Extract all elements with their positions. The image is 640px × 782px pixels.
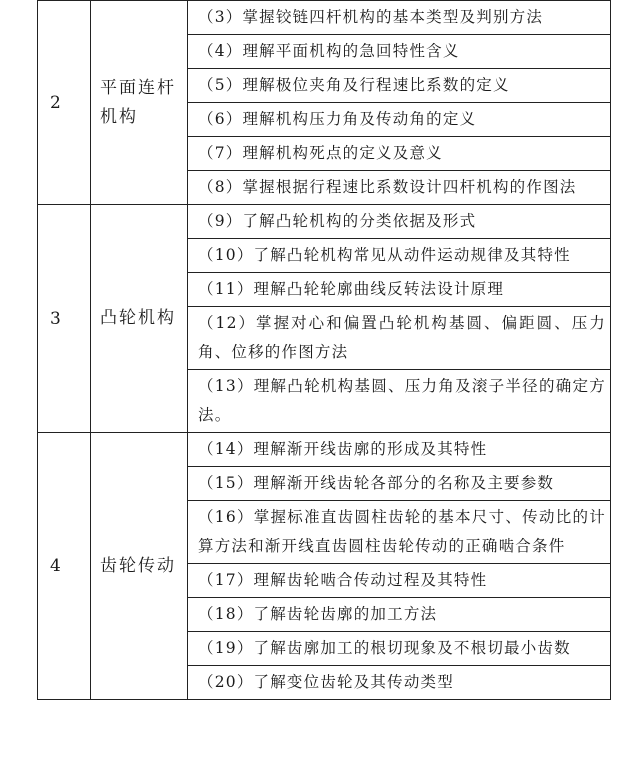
- table-row: [38, 433, 611, 467]
- syllabus-table: [37, 0, 611, 700]
- syllabus-item: （3）掌握铰链四杆机构的基本类型及判别方法: [188, 1, 611, 35]
- syllabus-item: （5）理解极位夹角及行程速比系数的定义: [188, 69, 611, 103]
- table-row: [38, 205, 611, 239]
- syllabus-item: （8）掌握根据行程速比系数设计四杆机构的作图法: [188, 171, 611, 205]
- syllabus-item: （17）理解齿轮啮合传动过程及其特性: [188, 564, 611, 598]
- syllabus-item: （4）理解平面机构的急回特性含义: [188, 35, 611, 69]
- syllabus-item: （15）理解渐开线齿轮各部分的名称及主要参数: [188, 467, 611, 501]
- syllabus-item: （6）理解机构压力角及传动角的定义: [188, 103, 611, 137]
- syllabus-item: （19）了解齿廓加工的根切现象及不根切最小齿数: [188, 632, 611, 666]
- syllabus-item: （10）了解凸轮机构常见从动件运动规律及其特性: [188, 239, 611, 273]
- section-number: 4: [38, 433, 91, 700]
- syllabus-item: （13）理解凸轮机构基圆、压力角及滚子半径的确定方法。: [188, 370, 611, 433]
- syllabus-item: （14）理解渐开线齿廓的形成及其特性: [188, 433, 611, 467]
- section-topic: 平面连杆机构: [91, 1, 188, 205]
- section-topic: 凸轮机构: [91, 205, 188, 433]
- syllabus-item: （16）掌握标准直齿圆柱齿轮的基本尺寸、传动比的计算方法和渐开线直齿圆柱齿轮传动的正确啮合条件: [188, 501, 611, 564]
- syllabus-item: （11）理解凸轮轮廓曲线反转法设计原理: [188, 273, 611, 307]
- table-row: [38, 1, 611, 35]
- section-number: 2: [38, 1, 91, 205]
- section-number: 3: [38, 205, 91, 433]
- syllabus-item: （18）了解齿轮齿廓的加工方法: [188, 598, 611, 632]
- syllabus-item: （7）理解机构死点的定义及意义: [188, 137, 611, 171]
- syllabus-item: （9）了解凸轮机构的分类依据及形式: [188, 205, 611, 239]
- section-topic: 齿轮传动: [91, 433, 188, 700]
- syllabus-item: （20）了解变位齿轮及其传动类型: [188, 666, 611, 700]
- syllabus-item: （12）掌握对心和偏置凸轮机构基圆、偏距圆、压力角、位移的作图方法: [188, 307, 611, 370]
